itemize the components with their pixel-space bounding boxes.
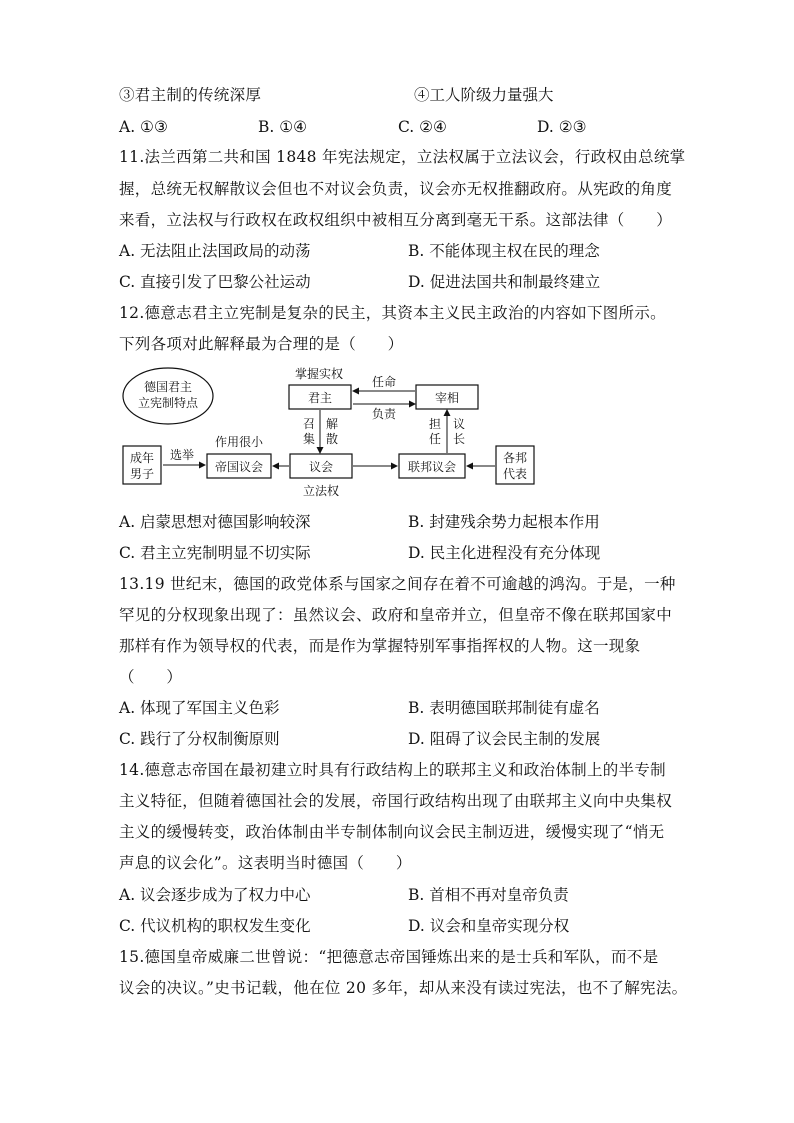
q14-stem-line-1: 14.德意志帝国在最初建立时具有行政结构上的联邦主义和政治体制上的半专制 [119,761,666,779]
q12-option-b[interactable]: B. 封建残余势力起根本作用 [408,513,600,531]
q12-stem-line-2: 下列各项对此解释最为合理的是（ ） [119,335,404,353]
q14-stem-line-3: 主义的缓慢转变，政治体制由半专制体制向议会民主制迈进，缓慢实现了“悄无 [119,823,665,841]
q10-option-c[interactable]: C. ②④ [398,118,447,136]
election-label: 选举 [169,448,195,462]
q11-option-a[interactable]: A. 无法阻止法国政局的动荡 [119,242,311,260]
convene-label-1: 召 [302,417,316,431]
q14-stem-line-4: 声息的议会化”。这表明当时德国（ ） [119,854,412,872]
q13-stem-line-1: 13.19 世纪末，德国的政党体系与国家之间存在着不可逾越的鸿沟。于是，一种 [119,575,676,593]
q10-option-b[interactable]: B. ①④ [258,118,308,136]
state-reps-label-1: 各邦 [502,451,528,465]
dissolve-label-2: 散 [325,432,339,446]
parliament-label: 议会 [308,460,334,474]
legislative-label: 立法权 [302,484,340,498]
q14-stem-line-2: 主义特征，但随着德国社会的发展，帝国行政结构出现了由联邦主义向中央集权 [119,792,673,810]
chair-label-2: 长 [452,432,466,446]
oval-label-1: 德国君主 [143,380,193,394]
q13-stem-line-4: （ ） [119,668,183,686]
oval-label-2: 立宪制特点 [137,396,199,410]
q10-option-a[interactable]: A. ①③ [119,118,168,136]
q11-stem-line-2: 握，总统无权解散议会但也不对议会负责，议会亦无权推翻政府。从宪政的角度 [119,180,673,198]
q12-option-a[interactable]: A. 启蒙思想对德国影响较深 [119,513,311,531]
q15-stem-line-1: 15.德国皇帝威廉二世曾说：“把德意志帝国锤炼出来的是士兵和军队，而不是 [119,948,659,966]
q11-option-d[interactable]: D. 促进法国共和制最终建立 [408,273,601,291]
chancellor-label: 宰相 [434,391,460,405]
small-role-label: 作用很小 [214,435,264,449]
q15-stem-line-2: 议会的决议。”史书记载，他在位 20 多年，却从来没有读过宪法，也不了解宪法。 [119,979,688,997]
q13-stem-line-2: 罕见的分权现象出现了：虽然议会、政府和皇帝并立，但皇帝不像在联邦国家中 [119,606,673,624]
adult-male-label-1: 成年 [129,451,155,465]
q10-option-d[interactable]: D. ②③ [537,118,587,136]
q12-option-d[interactable]: D. 民主化进程没有充分体现 [408,544,601,562]
q12-option-c[interactable]: C. 君主立宪制明显不切实际 [119,544,311,562]
q11-stem-line-3: 来看，立法权与行政权在政权组织中被相互分离到毫无干系。这部法律（ ） [119,211,673,229]
responsible-label: 负责 [371,407,397,421]
chair-label-1: 议 [452,417,466,431]
serve-label-1: 担 [428,417,442,431]
q13-option-d[interactable]: D. 阻碍了议会民主制的发展 [408,730,601,748]
q13-option-c[interactable]: C. 践行了分权制衡原则 [119,730,280,748]
convene-label-2: 集 [302,432,316,446]
q14-option-a[interactable]: A. 议会逐步成为了权力中心 [119,886,311,904]
q11-option-c[interactable]: C. 直接引发了巴黎公社运动 [119,273,311,291]
q11-option-b[interactable]: B. 不能体现主权在民的理念 [408,242,600,260]
state-reps-label-2: 代表 [502,467,528,481]
q13-option-b[interactable]: B. 表明德国联邦制徒有虚名 [408,699,600,717]
statement-4: ④工人阶级力量强大 [414,86,554,104]
q14-option-b[interactable]: B. 首相不再对皇帝负责 [408,886,569,904]
bundesrat-label: 联邦议会 [407,460,457,474]
q14-option-d[interactable]: D. 议会和皇帝实现分权 [408,917,570,935]
q14-option-c[interactable]: C. 代议机构的职权发生变化 [119,917,311,935]
appoint-label: 任命 [371,375,397,389]
reichstag-label: 帝国议会 [214,460,264,474]
q11-stem-line-1: 11.法兰西第二共和国 1848 年宪法规定，立法权属于立法议会，行政权由总统掌 [119,148,686,166]
q13-option-a[interactable]: A. 体现了军国主义色彩 [119,699,280,717]
statement-3: ③君主制的传统深厚 [119,86,262,104]
grasp-power-label: 掌握实权 [294,367,344,381]
q13-stem-line-3: 那样有作为领导权的代表，而是作为掌握特别军事指挥权的人物。这一现象 [119,637,641,655]
serve-label-2: 任 [428,432,442,446]
q12-stem-line-1: 12.德意志君主立宪制是复杂的民主，其资本主义民主政治的内容如下图所示。 [119,304,666,322]
germany-constitution-diagram [119,362,539,502]
adult-male-label-2: 男子 [129,467,155,481]
dissolve-label-1: 解 [325,417,339,431]
monarch-label: 君主 [307,391,333,405]
